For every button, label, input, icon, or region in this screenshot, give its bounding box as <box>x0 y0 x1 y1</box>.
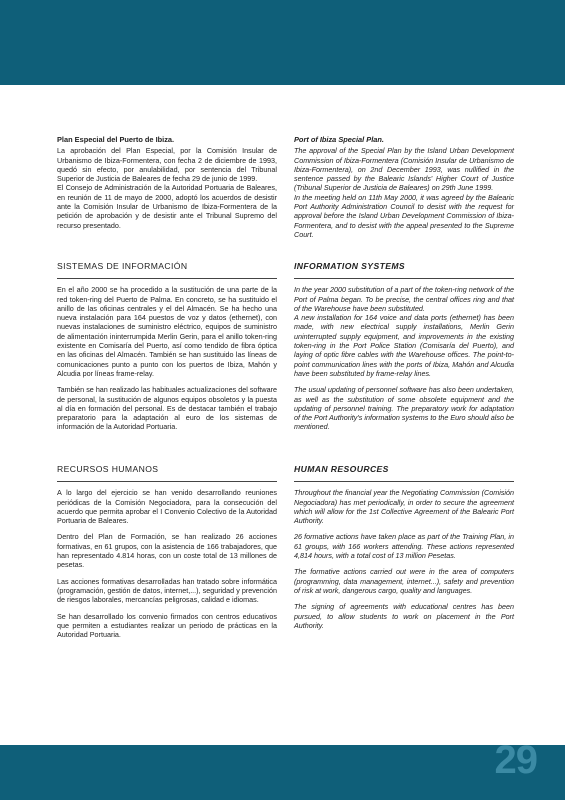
hr-section-en <box>294 465 514 637</box>
plan-title-en: Port of Ibiza Special Plan. <box>294 135 384 144</box>
systems-heading-en: INFORMATION SYSTEMS <box>294 262 514 279</box>
paragraph: 26 formative actions have taken place as part of the Training Plan, in 61 groups, with 166 workers attending. These actions represented 4,814 hours, with a total cost of 13 million Pesetas. <box>294 532 514 561</box>
bottom-color-band <box>0 745 565 800</box>
paragraph: Throughout the financial year the Negotiating Commission (Comisión Negociadora) has met periodically, in order to secure the agreement which will allow for the 1st Collective Agreement of the Balearic Port Authority. <box>294 488 514 526</box>
paragraph: La aprobación del Plan Especial, por la Comisión Insular de Urbanismo de Ibiza-Formentera, con fecha 2 de diciembre de 1993, quedó sin efecto, por anulabilidad, por sentencia del Tribunal Superior de Justicia de Baleares de fecha 29 de junio de 1999. <box>57 146 277 184</box>
plan-section-en <box>294 135 514 239</box>
paragraph: También se han realizado las habituales actualizaciones del software de personal, la sustitución de algunos equipos obsoletos y la puesta al día en formación del personal. Es de destacar también el trabajo preparatorio para la adaptación al euro de los sistemas de información de la Autoridad Portuaria. <box>57 385 277 432</box>
paragraph: Dentro del Plan de Formación, se han realizado 26 acciones formativas, en 61 grupos, con la asistencia de 166 trabajadores, que han representado 4.814 horas, con un coste total de 13 millones de pesetas. <box>57 532 277 570</box>
paragraph: The usual updating of personnel software has also been undertaken, as well as the substitution of some obsolete equipment and the updating of personnel training. The preparatory work for adaptation of the Port Authority's information systems to the Euro should also be mentioned. <box>294 385 514 432</box>
page-number: 29 <box>494 738 537 782</box>
paragraph: En el año 2000 se ha procedido a la sustitución de una parte de la red token-ring del Puerto de Palma. En concreto, se ha sustituido el anillo de las oficinas centrales y el del Almacén. Se ha hecho una nueva instalación para 164 puestos de voz y datos (ethernet), con nuevas instalaciones de suministro eléctrico, equipos de suministro de alimentación ininterrumpida Merlin Gerin, para el anillo token-ring existente en Comisaría del Puerto, así como tendido de fibra óptica en las oficinas del Almacén. También se han sustituido las líneas de comunicaciones punto a punto con los puertos de Ibiza, Mahón y Alcudia por líneas frame-relay. <box>57 285 277 378</box>
paragraph: Se han desarrollado los convenio firmados con centros educativos que permiten a estudiantes realizar un periodo de prácticas en la Autoridad Portuaria. <box>57 611 277 640</box>
plan-section-es <box>57 135 277 230</box>
plan-title-es: Plan Especial del Puerto de Ibiza. <box>57 135 175 144</box>
paragraph: Las acciones formativas desarrolladas han tratado sobre informática (programación, gestión de datos, internet,...), seguridad y prevención de riesgos laborales, mercancías peligrosas, calidad e idiomas. <box>57 576 277 605</box>
top-color-band <box>0 0 565 85</box>
systems-heading-es: SISTEMAS DE INFORMACIÓN <box>57 262 277 279</box>
paragraph: A new installation for 164 voice and data ports (ethernet) has been made, with new electrical supply installations, Merlin Gerin uninterrupted supply equipment, and improvements in the existing token-ring in the Port Police Station (Comisaría del Puerto), and laying of optic fibre cables with the Warehouse offices. The point-to-point communication lines with the ports of Ibiza, Mahón and Alcudia have been substituted by frame-relay lines. <box>294 313 514 378</box>
hr-heading-en: HUMAN RESOURCES <box>294 465 514 482</box>
paragraph: In the year 2000 substitution of a part of the token-ring network of the Port of Palma began. To be precise, the central offices ring and that of the Warehouse have been substituted. <box>294 285 514 313</box>
paragraph: In the meeting held on 11th May 2000, it was agreed by the Balearic Port Authority Administration Council to desist with the request for approval before the Island Urban Development Commission of Ibiza-Formentera, and to desist with the appeal presented to the Supreme Court. <box>294 192 514 239</box>
paragraph: The formative actions carried out were in the area of computers (programming, data management, internet...), safety and prevention of risk at work, dangerous cargo, quality and languages. <box>294 567 514 595</box>
hr-section-es <box>57 465 277 646</box>
paragraph: El Consejo de Administración de la Autoridad Portuaria de Baleares, en reunión de 11 de mayo de 2000, adoptó los acuerdos de desistir ante la Comisión Insular de Urbanismo de Ibiza-Formentera de la petición de aprobación y de desistir ante el Tribunal Supremo del recurso presentado. <box>57 183 277 230</box>
paragraph: The approval of the Special Plan by the Island Urban Development Commission of Ibiza-Formentera (Comisión Insular de Urbanismo de Ibiza-Formentera), on 2nd December 1993, was nullified in the sentence passed by the Balearic Islands' Higher Court of Justice (Tribunal Superior de Justicia de Baleares) on 29th June 1999. <box>294 146 514 193</box>
paragraph: A lo largo del ejercicio se han venido desarrollando reuniones periódicas de la Comisión Negociadora, para la consecución del acuerdo que permita aprobar el I Convenio Colectivo de la Autoridad Portuaria de Baleares. <box>57 488 277 526</box>
hr-heading-es: RECURSOS HUMANOS <box>57 465 277 482</box>
systems-section-en <box>294 262 514 439</box>
paragraph: The signing of agreements with educational centres has been pursued, to allow students to work on placement in the Port Authority. <box>294 602 514 630</box>
systems-section-es <box>57 262 277 439</box>
